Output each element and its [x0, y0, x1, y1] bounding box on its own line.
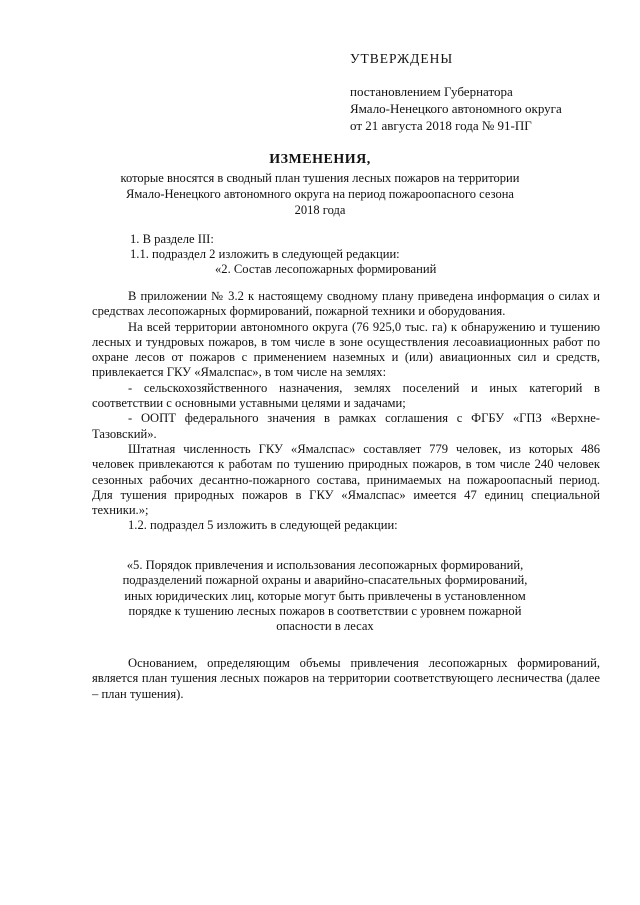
title-heading: ИЗМЕНЕНИЯ,	[269, 152, 371, 167]
paragraph-6: 1.2. подраздел 5 изложить в следующей редакции:	[128, 518, 398, 533]
subsection-5-line-5: опасности в лесах	[276, 619, 374, 634]
document-title	[110, 152, 530, 218]
subheading-2: «2. Состав лесопожарных формирований	[215, 262, 437, 276]
approval-line-2: Ямало-Ненецкого автономного округа	[350, 101, 562, 116]
paragraph-1: В приложении № 3.2 к настоящему сводному плану приведена информация о силах и средствах лесопожарных формирований, пожарной техники и оборудования.	[92, 289, 600, 319]
subsection-5-line-2: подразделений пожарной охраны и аварийно-спасательных формирований,	[122, 573, 528, 588]
approved-label: УТВЕРЖДЕНЫ	[350, 51, 454, 66]
item-1: 1. В разделе III:	[130, 232, 214, 246]
subsection-5-line-1: «5. Порядок привлечения и использования лесопожарных формирований,	[126, 558, 524, 572]
paragraph-5: Штатная численность ГКУ «Ямалспас» составляет 779 человек, из которых 486 человек привлекаются к работам по тушению природных пожаров, в том числе 240 человек сезонных рабочих десантно-пожарного состава, принимаемых на пожароопасный период. Для тушения природных пожаров в ГКУ «Ямалспас» имеется 47 единиц специальной техники.»;	[92, 441, 600, 518]
title-line-2: Ямало-Ненецкого автономного округа на период пожароопасного сезона	[126, 187, 514, 201]
main-text	[92, 289, 600, 534]
subsection-5-line-3: иных юридических лиц, которые могут быть привлечены в установленном	[124, 588, 526, 603]
item-1-1: 1.1. подраздел 2 изложить в следующей редакции:	[130, 247, 400, 261]
approval-stamp	[350, 50, 610, 134]
paragraph-2: На всей территории автономного округа (76 925,0 тыс. га) к обнаружению и тушению лесных и тундровых пожаров, в том числе в зоне осуществления лесоавиационных работ по охране лесов от пожаров с применением наземных и (или) авиационных сил и средств, привлекается ГКУ «Ямалспас», в том числе на землях:	[92, 319, 600, 380]
approval-line-1: постановлением Губернатора	[350, 84, 513, 99]
title-line-1: которые вносятся в сводный план тушения лесных пожаров на территории	[120, 171, 520, 185]
title-line-3: 2018 года	[294, 203, 346, 217]
approval-line-3: от 21 августа 2018 года № 91-ПГ	[350, 118, 532, 133]
final-paragraph: Основанием, определяющим объемы привлечения лесопожарных формирований, является план тушения лесных пожаров на территории соответствующего лесничества (далее – план тушения).	[92, 656, 600, 701]
paragraph-4: - ООПТ федерального значения в рамках соглашения с ФГБУ «ГПЗ «Верхне-Тазовский».	[92, 411, 600, 441]
subsection-5-line-4: порядке к тушению лесных пожаров в соответствии с уровнем пожарной	[128, 603, 522, 618]
final-text	[92, 656, 600, 702]
paragraph-3: - сельскохозяйственного назначения, землях поселений и иных категорий в соответствии с основными уставными целями и задачами;	[92, 380, 600, 411]
subsection-5-heading	[105, 558, 545, 634]
